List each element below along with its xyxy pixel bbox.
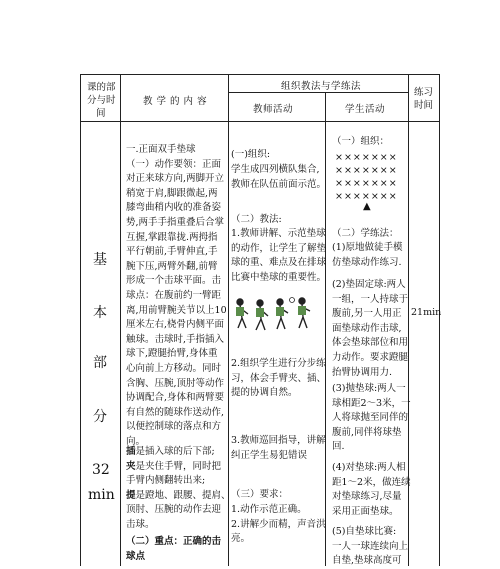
header-teacher-label: 教师活动	[253, 104, 294, 115]
teacher-method-title: （二）教法:	[231, 214, 282, 225]
content-line: 平行朝前,手臂伸直,手	[126, 246, 218, 258]
content-line: 势,两手手指重叠后合掌	[126, 216, 225, 228]
content-line: 球下,蹬腿抬臂,身体重	[126, 348, 218, 360]
content-line: 球点：在腹前约一臂距	[126, 289, 222, 301]
keypoint-line: 插是插入球的后下部;	[126, 446, 215, 457]
student-method-4: (4)对垫球:两人相 距1～2米，做连续 对垫球练习,尽量 采用正面垫球。	[332, 462, 411, 517]
keypoint-line: 击球。	[126, 518, 155, 530]
practice-time-value: 21min	[411, 307, 442, 318]
student-org-title: （一）组织：	[332, 136, 390, 147]
header-method-group-label: 组织教法与学练法	[281, 81, 362, 92]
keypoint-line: 手臂内侧翻转出来;	[126, 475, 206, 487]
teacher-org-text: 学生成四列横队集合, 教师在队伍前面示范。	[231, 164, 327, 190]
teacher-req-text: 1.动作示范正确。 2.讲解少而精，声音洪 亮。	[231, 504, 326, 545]
student-method-5: (5)自垫球比赛: 一人一球连续向上 自垫,垫球高度可	[332, 526, 409, 567]
content-line: 形成一个击球平面。击	[126, 275, 222, 287]
content-line: 离,用前臂腕关节以上10	[126, 304, 227, 316]
content-line: 协调配合,身体和两臂要	[126, 392, 225, 404]
student-method-1: (1)原地做徒手模 仿垫球动作练习.	[332, 242, 403, 268]
keypoint-line: 提是蹬地、跟腰、提肩、	[126, 489, 231, 501]
student-method-title: （二）学练法：	[332, 228, 399, 239]
ball-icon	[290, 298, 295, 303]
student-method-3: (3)抛垫球:两人一 球相距2～3米，一 人将球抛至同伴的 腹前,同伴将球垫 回.	[332, 383, 411, 453]
content-text	[126, 143, 227, 449]
content-line: 触球。击球时,手指插入	[126, 333, 225, 345]
table-left-border	[80, 74, 81, 566]
focus-heading-cont: 球点	[126, 551, 146, 562]
header-content-label: 教 学 的 内 容	[143, 96, 208, 107]
header-bottom-border	[80, 121, 440, 122]
student-formation: ××××××× ××××××× ××××××× ×××××××	[335, 152, 398, 202]
player-figure-3	[276, 299, 288, 329]
content-line: 一.正面双手垫球	[126, 144, 196, 155]
section-char-2: 本	[93, 305, 107, 321]
content-line: 互握,掌跟靠拢.两拇指	[126, 231, 218, 243]
section-char-1: 基	[93, 252, 107, 268]
content-line: 有自然的随球作送动作,	[126, 406, 225, 418]
content-line: 膝弯曲稍内收的准备姿	[126, 202, 222, 214]
teacher-method-text: 1.教师讲解、示范垫球 的动作，让学生了解垫 球的重、难点及在排球 比赛中垫球的重要性。	[231, 228, 327, 283]
header-student-label: 学生活动	[345, 104, 386, 115]
section-char-3: 部	[93, 355, 107, 371]
teacher-step3-text: 3.教师巡回指导，讲解 纠正学生易犯错误	[231, 435, 326, 461]
teacher-req-title: （三）要求：	[231, 489, 289, 500]
focus-heading: （二）重点：正确的击	[126, 536, 222, 547]
content-line: （一）动作要领：正面	[126, 158, 222, 170]
player-figure-1	[236, 299, 248, 328]
players-illustration	[232, 296, 320, 342]
content-line: 厘米左右,桡骨内侧平面	[126, 319, 225, 331]
keypoint-line: 顶肘、压腕的动作去迎	[126, 504, 222, 516]
table-top-border	[80, 74, 440, 75]
section-minutes: 32	[92, 462, 110, 478]
keypoint-line: 夹是夹住手臂，同时把	[126, 460, 222, 472]
section-unit: min	[88, 487, 115, 503]
content-line: 心向前上方移动。同时	[126, 362, 222, 374]
content-line: 以便控制球的落点和方	[126, 421, 222, 433]
header-subrow-border	[228, 92, 408, 93]
teacher-step2-text: 2.组织学生进行分步练 习，体会手臂夹、插、 提的协调自然。	[231, 358, 327, 399]
content-line: 向。	[126, 435, 146, 447]
player-figure-4	[298, 298, 310, 328]
player-figure-2	[256, 300, 268, 330]
content-line: 对正来球方向,两脚开立	[126, 173, 225, 185]
section-char-4: 分	[93, 409, 107, 425]
content-line: 稍宽于肩,脚跟微起,两	[126, 187, 218, 199]
col-divider-1	[120, 74, 121, 566]
teacher-org-title: (一)组织:	[231, 149, 271, 160]
keypoints-text	[126, 445, 231, 533]
content-line: 含胸、压腕,顶肘等动作	[126, 377, 225, 389]
teacher-position-triangle: ▲	[363, 201, 371, 212]
content-line: 腕下压,两臂外翻,前臂	[126, 260, 218, 272]
student-method-2: (2)垫固定球:两人 一组，一人持球于 腹前,另一人用正 面垫球动作击球, 体会垫球部位和用 力动作。要求蹬腿 抬臂协调用力.	[332, 279, 409, 378]
